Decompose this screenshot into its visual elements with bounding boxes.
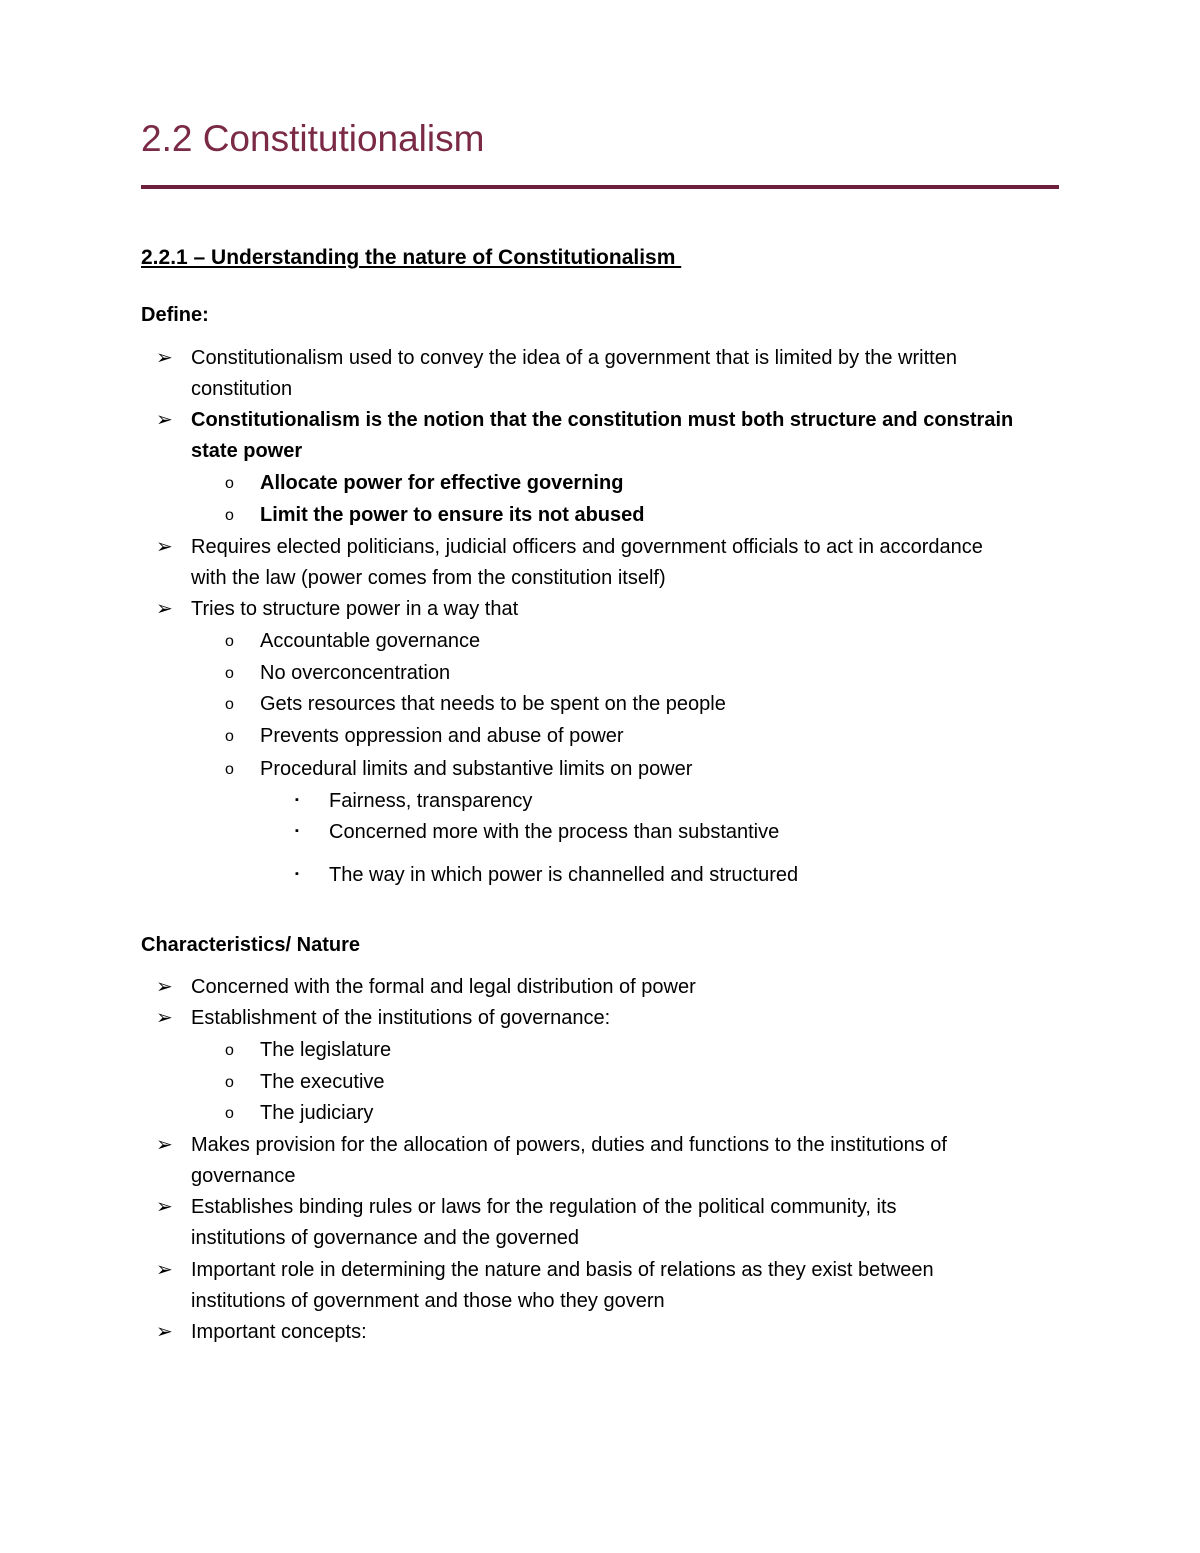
list-item-text: Tries to structure power in a way that [191, 598, 519, 620]
list-item-text: Prevents oppression and abuse of power [260, 725, 624, 747]
list-item-text: Gets resources that needs to be spent on the people [260, 693, 726, 715]
characteristics-label: Characteristics/ Nature [141, 934, 360, 956]
circle-bullet-icon: o [225, 633, 234, 650]
section-heading: 2.2.1 – Understanding the nature of Constitutionalism [141, 246, 682, 269]
list-item-text: Makes provision for the allocation of powers, duties and functions to the institutions of [191, 1134, 947, 1156]
list-item-text: No overconcentration [260, 662, 451, 684]
list-item-text: with the law (power comes from the constitution itself) [191, 567, 666, 589]
circle-bullet-icon: o [225, 728, 234, 745]
arrow-bullet-icon: ➢ [156, 347, 173, 369]
list-item-text: Important role in determining the nature and basis of relations as they exist between [191, 1259, 934, 1281]
square-bullet-icon: ▪ [295, 794, 299, 806]
list-item-text: Establishes binding rules or laws for the regulation of the political community, its [191, 1196, 897, 1218]
arrow-bullet-icon: ➢ [156, 1321, 173, 1343]
list-item-text: The executive [260, 1071, 385, 1093]
list-item-text: Concerned with the formal and legal distribution of power [191, 976, 696, 998]
arrow-bullet-icon: ➢ [156, 1134, 173, 1156]
arrow-bullet-icon: ➢ [156, 976, 173, 998]
arrow-bullet-icon: ➢ [156, 536, 173, 558]
list-item-text: Important concepts: [191, 1321, 367, 1343]
list-item-text: The way in which power is channelled and structured [329, 864, 799, 886]
list-item-text: institutions of government and those who they govern [191, 1290, 665, 1312]
arrow-bullet-icon: ➢ [156, 598, 173, 620]
list-item-text: state power [191, 440, 303, 462]
circle-bullet-icon: o [225, 1105, 234, 1122]
circle-bullet-icon: o [225, 696, 234, 713]
list-item-text: The judiciary [260, 1102, 374, 1124]
circle-bullet-icon: o [225, 507, 234, 524]
circle-bullet-icon: o [225, 665, 234, 682]
square-bullet-icon: ▪ [295, 868, 299, 880]
list-item-text: Allocate power for effective governing [260, 472, 624, 494]
title-divider [141, 185, 1059, 189]
list-item-text: governance [191, 1165, 296, 1187]
circle-bullet-icon: o [225, 761, 234, 778]
list-item-text: Concerned more with the process than substantive [329, 821, 780, 843]
list-item-text: The legislature [260, 1039, 392, 1061]
arrow-bullet-icon: ➢ [156, 1196, 173, 1218]
circle-bullet-icon: o [225, 1074, 234, 1091]
list-item-text: Establishment of the institutions of governance: [191, 1007, 611, 1029]
square-bullet-icon: ▪ [295, 825, 299, 837]
list-item-text: constitution [191, 378, 293, 400]
list-item-text: institutions of governance and the governed [191, 1227, 580, 1249]
page-title: 2.2 Constitutionalism [141, 118, 485, 159]
list-item-text: Constitutionalism used to convey the idea of a government that is limited by the written [191, 347, 957, 369]
define-label: Define: [141, 304, 209, 326]
list-item-text: Fairness, transparency [329, 790, 533, 812]
circle-bullet-icon: o [225, 475, 234, 492]
arrow-bullet-icon: ➢ [156, 409, 173, 431]
list-item-text: Requires elected politicians, judicial officers and government officials to act in accordance [191, 536, 983, 558]
arrow-bullet-icon: ➢ [156, 1259, 173, 1281]
list-item-text: Accountable governance [260, 630, 481, 652]
list-item-text: Limit the power to ensure its not abused [260, 504, 645, 526]
list-item-text: Procedural limits and substantive limits on power [260, 758, 693, 780]
circle-bullet-icon: o [225, 1042, 234, 1059]
list-item-text: Constitutionalism is the notion that the constitution must both structure and constrain [191, 409, 1014, 431]
arrow-bullet-icon: ➢ [156, 1007, 173, 1029]
